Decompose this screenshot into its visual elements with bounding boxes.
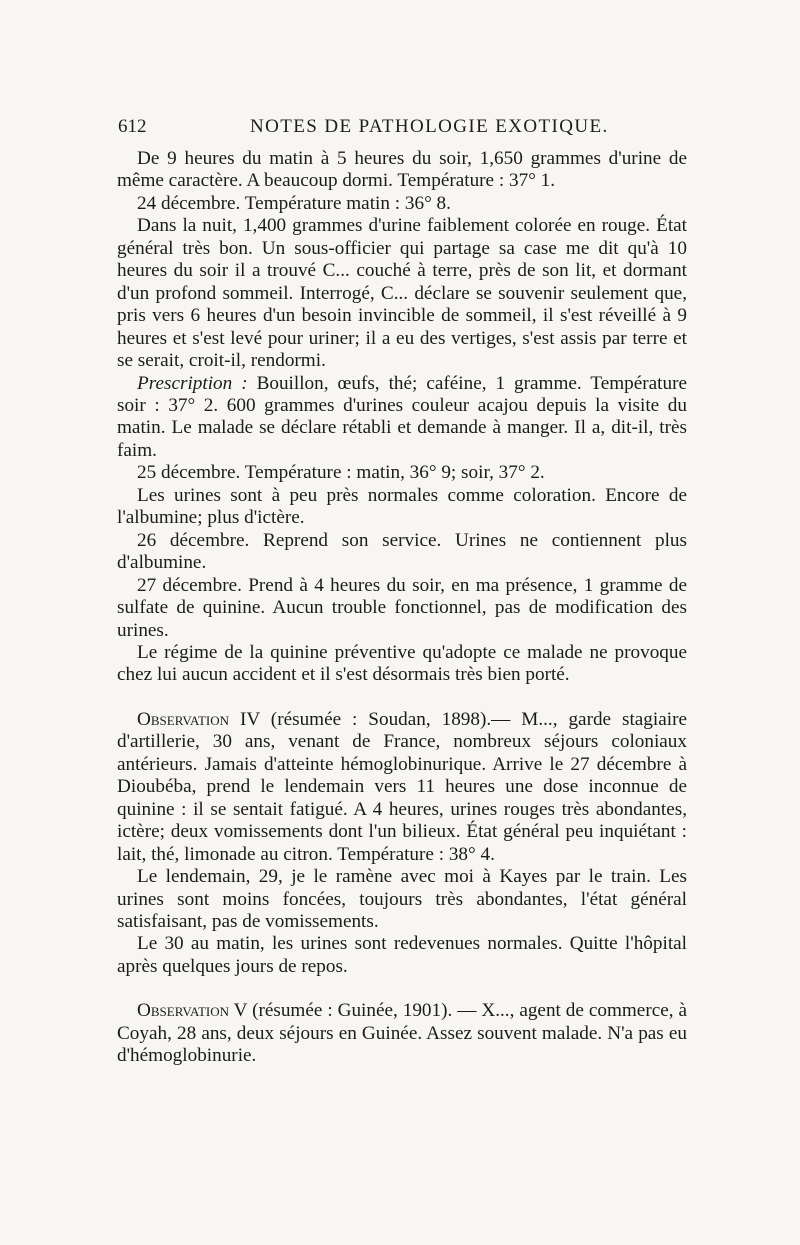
paragraph: Le régime de la quinine préventive qu'adopte ce malade ne provoque chez lui aucun accident et il s'est désormais très bien porté. bbox=[117, 641, 687, 686]
paragraph: Prescription : Bouillon, œufs, thé; caféine, 1 gramme. Température soir : 37° 2. 600 grammes d'urines couleur acajou depuis la visite du matin. Le malade se déclare rétabli et demande à manger. Il a, dit-il, très faim. bbox=[117, 372, 688, 461]
paragraph: Le lendemain, 29, je le ramène avec moi à Kayes par le train. Les urines sont moins foncées, toujours très abondantes, l'état général satisfaisant, pas de vomissements. bbox=[117, 866, 687, 932]
paragraph: De 9 heures du matin à 5 heures du soir, 1,650 grammes d'urine de même caractère. A beaucoup dormi. Température : 37° 1. bbox=[117, 148, 687, 192]
paragraph: Dans la nuit, 1,400 grammes d'urine faiblement colorée en rouge. État général très bon. Un sous-officier qui partage sa case me dit qu'à 10 heures du soir il a trouvé C... couché à terre, près de son lit, et dormant d'un profond sommeil. Interrogé, C... déclare se souvenir seulement que, pris vers 6 heures d'un besoin invincible de sommeil, il s'est réveillé à 9 heures et s'est levé pour uriner; il a eu des vertiges, s'est assis par terre et se serait, croit-il, rendormi. bbox=[117, 215, 687, 372]
body-text bbox=[117, 148, 687, 1068]
paragraph: Le 30 au matin, les urines sont redevenues normales. Quitte l'hôpital après quelques jours de repos. bbox=[117, 933, 687, 977]
observation-label: Observation bbox=[137, 1000, 230, 1022]
observation-4: Observation IV (résumée : Soudan, 1898).— M..., garde stagiaire d'artillerie, 30 ans, venant de France, nombreux séjours coloniaux antérieurs. Jamais d'atteinte hémoglobinurique. Arrive le 27 décembre à Dioubéba, prend le lendemain vers 11 heures une dose inconnue de quinine : il se sentait fatigué. A 4 heures, urines rouges très abondantes, ictère; deux vomissements dont l'un bilieux. État général peu inquiétant : lait, thé, limonade au citron. Température : 38° 4. bbox=[117, 708, 687, 865]
page-header bbox=[118, 116, 684, 140]
paragraph: 26 décembre. Reprend son service. Urines ne contiennent plus d'albumine. bbox=[117, 529, 687, 574]
paragraph: Les urines sont à peu près normales comme coloration. Encore de l'albumine; plus d'ictère. bbox=[117, 484, 687, 529]
paragraph: 27 décembre. Prend à 4 heures du soir, en ma présence, 1 gramme de sulfate de quinine. Aucun trouble fonctionnel, pas de modification des urines. bbox=[117, 574, 687, 641]
page-number: 612 bbox=[118, 116, 147, 137]
paragraph: 25 décembre. Température : matin, 36° 9; soir, 37° 2. bbox=[137, 462, 545, 484]
paragraph: 24 décembre. Température matin : 36° 8. bbox=[137, 192, 451, 214]
prescription-label: Prescription : bbox=[137, 372, 248, 394]
observation-label: Observation bbox=[137, 708, 230, 730]
observation-5: Observation V (résumée : Guinée, 1901). — X..., agent de commerce, à Coyah, 28 ans, deux séjours en Guinée. Assez souvent malade. N'a pas eu d'hémoglobinurie. bbox=[117, 1000, 687, 1067]
running-title: NOTES DE PATHOLOGIE EXOTIQUE. bbox=[250, 116, 609, 137]
